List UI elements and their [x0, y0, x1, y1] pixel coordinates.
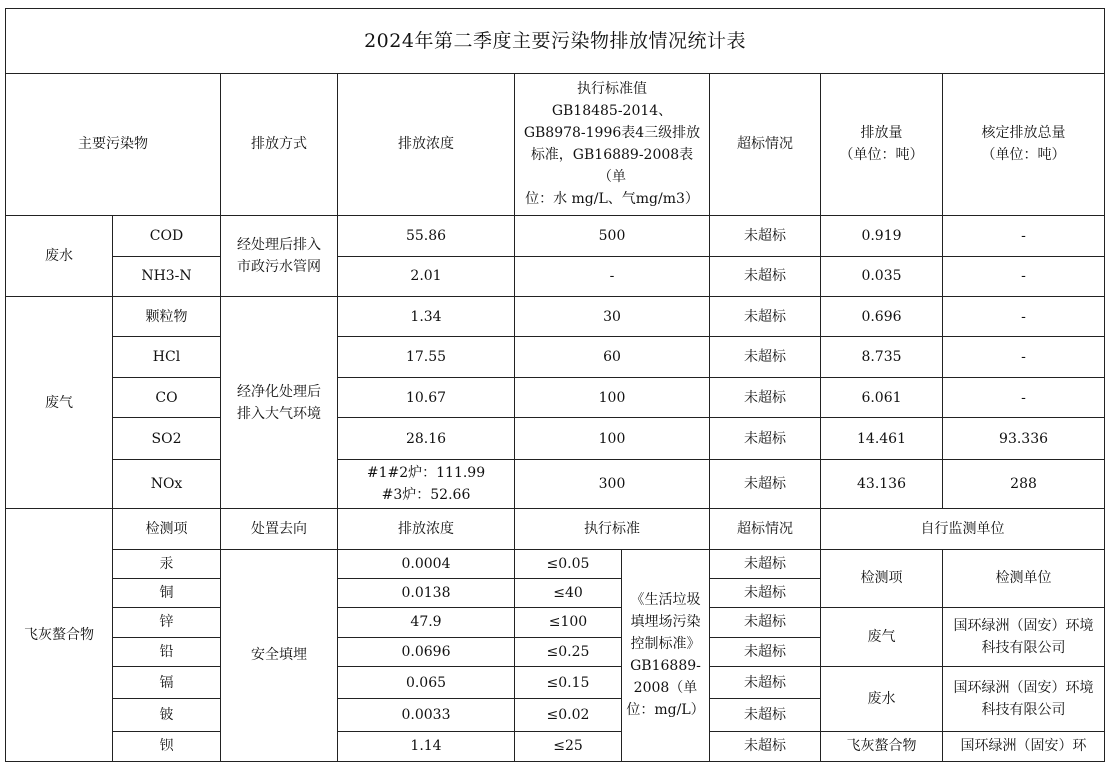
table-title: 2024年第二季度主要污染物排放情况统计表: [6, 9, 1105, 74]
flyash-standard-note: 《生活垃圾填埋场污染控制标准》GB16889-2008（单位：mg/L）: [622, 549, 710, 761]
exceed-cell: 未超标: [710, 637, 821, 666]
monitor-unit-cell: 国环绿洲（固安）环境科技有限公司: [943, 608, 1105, 667]
conc-line: #1#2炉：111.99: [366, 464, 486, 481]
method-line: 经处理后排入: [237, 237, 321, 254]
std-cell: 30: [515, 297, 710, 337]
conc-cell: [338, 459, 515, 509]
flyash-header-conc: 排放浓度: [338, 509, 515, 549]
header-standard-line: GB8978-1996表4三级排放: [523, 125, 701, 142]
conc-cell: 47.9: [338, 608, 515, 637]
header-method: 排放方式: [221, 73, 338, 216]
conc-cell: 55.86: [338, 216, 515, 256]
amount-cell: 14.461: [821, 418, 943, 459]
header-amount-unit: （单位：吨）: [839, 147, 924, 164]
header-pollutant: 主要污染物: [6, 73, 221, 216]
limit-cell: ≤0.02: [515, 699, 622, 731]
exceed-cell: 未超标: [710, 377, 821, 417]
header-amount-line: 排放量: [860, 125, 903, 142]
limit-cell: ≤40: [515, 578, 622, 607]
header-approved: [943, 73, 1105, 216]
method-line: 市政污水管网: [237, 259, 321, 276]
table-row: [6, 337, 1105, 377]
std-cell: 60: [515, 337, 710, 377]
item-cell: COD: [113, 216, 221, 256]
exceed-cell: 未超标: [710, 459, 821, 509]
header-exceed: 超标情况: [710, 73, 821, 216]
item-cell: 铅: [113, 637, 221, 666]
header-concentration: 排放浓度: [338, 73, 515, 216]
limit-cell: ≤100: [515, 608, 622, 637]
flyash-header-item: 检测项: [113, 509, 221, 549]
amount-cell: 8.735: [821, 337, 943, 377]
approved-cell: 93.336: [943, 418, 1105, 459]
flyash-header-monitor: 自行监测单位: [821, 509, 1105, 549]
exceed-cell: 未超标: [710, 666, 821, 698]
header-standard-line: 位：水 mg/L、气mg/m3）: [525, 191, 699, 208]
exceed-cell: 未超标: [710, 337, 821, 377]
monitor-col-unit: 检测单位: [943, 549, 1105, 608]
monitor-col-item: 检测项: [821, 549, 943, 608]
table-row: [6, 256, 1105, 296]
item-cell: 汞: [113, 549, 221, 578]
limit-cell: ≤0.05: [515, 549, 622, 578]
conc-line: #3炉：52.66: [381, 486, 471, 503]
exhaust-method: [221, 297, 338, 509]
amount-cell: 0.696: [821, 297, 943, 337]
conc-cell: 0.065: [338, 666, 515, 698]
method-line: 排入大气环境: [237, 405, 321, 422]
item-cell: 镉: [113, 666, 221, 698]
limit-cell: ≤0.15: [515, 666, 622, 698]
exceed-cell: 未超标: [710, 699, 821, 731]
std-cell: 500: [515, 216, 710, 256]
flyash-disposal: 安全填埋: [221, 549, 338, 761]
item-cell: SO2: [113, 418, 221, 459]
item-cell: NOx: [113, 459, 221, 509]
amount-cell: 0.919: [821, 216, 943, 256]
item-cell: 锌: [113, 608, 221, 637]
conc-cell: 28.16: [338, 418, 515, 459]
approved-cell: -: [943, 377, 1105, 417]
std-cell: 100: [515, 418, 710, 459]
conc-cell: 1.14: [338, 731, 515, 762]
std-cell: 100: [515, 377, 710, 417]
category-flyash: 飞灰螯合物: [6, 509, 113, 762]
monitor-item-cell: 废水: [821, 666, 943, 731]
wastewater-method: [221, 216, 338, 297]
exceed-cell: 未超标: [710, 549, 821, 578]
exceed-cell: 未超标: [710, 418, 821, 459]
header-standard-line: 执行标准值: [577, 81, 647, 98]
conc-cell: 2.01: [338, 256, 515, 296]
header-approved-unit: （单位：吨）: [981, 147, 1066, 164]
pollutant-statistics-table: [5, 8, 1105, 762]
amount-cell: 6.061: [821, 377, 943, 417]
item-cell: HCl: [113, 337, 221, 377]
amount-cell: 43.136: [821, 459, 943, 509]
monitor-unit-cell: 国环绿洲（固安）环: [943, 731, 1105, 762]
exceed-cell: 未超标: [710, 731, 821, 762]
approved-cell: -: [943, 256, 1105, 296]
table-row: [6, 418, 1105, 459]
conc-cell: 10.67: [338, 377, 515, 417]
header-amount: [821, 73, 943, 216]
monitor-item-cell: 废气: [821, 608, 943, 667]
approved-cell: -: [943, 297, 1105, 337]
approved-cell: -: [943, 337, 1105, 377]
limit-cell: ≤25: [515, 731, 622, 762]
conc-cell: 17.55: [338, 337, 515, 377]
conc-cell: 0.0033: [338, 699, 515, 731]
approved-cell: -: [943, 216, 1105, 256]
exceed-cell: 未超标: [710, 256, 821, 296]
header-standard: [515, 73, 710, 216]
item-cell: NH3-N: [113, 256, 221, 296]
std-cell: 300: [515, 459, 710, 509]
header-standard-line: GB18485-2014、: [551, 103, 673, 120]
table-row: [6, 297, 1105, 337]
flyash-header-exceed: 超标情况: [710, 509, 821, 549]
conc-cell: 0.0696: [338, 637, 515, 666]
item-cell: CO: [113, 377, 221, 417]
conc-cell: 0.0138: [338, 578, 515, 607]
item-cell: 铍: [113, 699, 221, 731]
flyash-header-std: 执行标准: [515, 509, 710, 549]
exceed-cell: 未超标: [710, 578, 821, 607]
monitor-unit-cell: 国环绿洲（固安）环境科技有限公司: [943, 666, 1105, 731]
limit-cell: ≤0.25: [515, 637, 622, 666]
exceed-cell: 未超标: [710, 297, 821, 337]
approved-cell: 288: [943, 459, 1105, 509]
table-row: [6, 549, 1105, 578]
flyash-header-row: [6, 509, 1105, 549]
header-standard-line: 标准，GB16889-2008表（单: [530, 147, 694, 186]
item-cell: 钡: [113, 731, 221, 762]
table-row: [6, 608, 1105, 637]
header-row: [6, 73, 1105, 216]
table-row: [6, 731, 1105, 762]
amount-cell: 0.035: [821, 256, 943, 296]
category-exhaust: 废气: [6, 297, 113, 509]
exceed-cell: 未超标: [710, 216, 821, 256]
method-line: 经净化处理后: [237, 383, 321, 400]
monitor-item-cell: 飞灰螯合物: [821, 731, 943, 762]
exceed-cell: 未超标: [710, 608, 821, 637]
std-cell: -: [515, 256, 710, 296]
category-wastewater: 废水: [6, 216, 113, 297]
table-row: [6, 377, 1105, 417]
conc-cell: 0.0004: [338, 549, 515, 578]
header-approved-line: 核定排放总量: [981, 125, 1066, 142]
flyash-header-disposal: 处置去向: [221, 509, 338, 549]
table-row: [6, 666, 1105, 698]
table-row: [6, 216, 1105, 256]
item-cell: 颗粒物: [113, 297, 221, 337]
table-row: [6, 459, 1105, 509]
item-cell: 铜: [113, 578, 221, 607]
conc-cell: 1.34: [338, 297, 515, 337]
